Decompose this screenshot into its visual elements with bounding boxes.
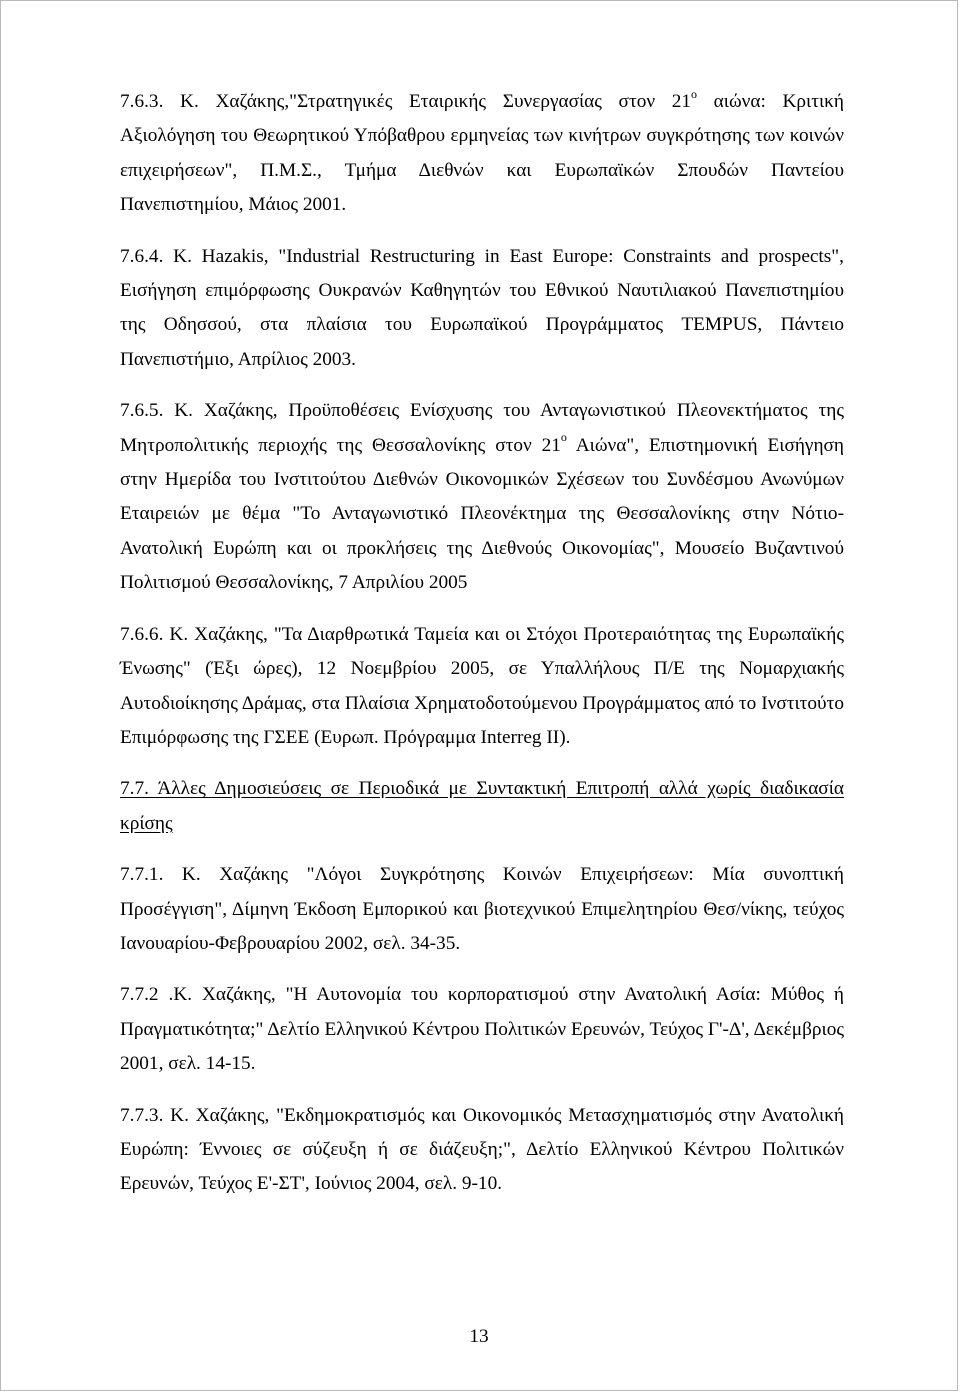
entry-text: 7.6.3. Κ. Χαζάκης,"Στρατηγικές Εταιρικής Συνεργασίας στον 21 (120, 91, 692, 112)
entry-7-6-5 (120, 394, 844, 600)
section-heading-7-7 (120, 772, 844, 841)
page-content (120, 85, 844, 1219)
entry-7-6-6 (120, 618, 844, 756)
entry-7-7-2 (120, 978, 844, 1081)
entry-7-7-3 (120, 1099, 844, 1202)
section-heading: 7.7. Άλλες Δημοσιεύσεις σε Περιοδικά με Συντακτική Επιτροπή αλλά χωρίς διαδικασία κρίσης (120, 778, 844, 834)
entry-text: 7.7.2 .Κ. Χαζάκης, "Η Αυτονομία του κορπορατισμού στην Ανατολική Ασία: Μύθος ή Πραγματικότητα;" Δελτίο Ελληνικού Κέντρου Πολιτικών Ερευνών, Τεύχος Γ'-Δ', Δεκέμβριος 2001, σελ. 14-15. (120, 984, 844, 1075)
entry-7-6-4 (120, 240, 844, 378)
entry-text: 7.7.1. Κ. Χαζάκης "Λόγοι Συγκρότησης Κοινών Επιχειρήσεων: Μία συνοπτική Προσέγγιση", Δίμηνη Έκδοση Εμπορικού και βιοτεχνικού Επιμελητηρίου Θεσ/νίκης, τεύχος Ιανουαρίου-Φεβρουαρίου 2002, σελ. 34-35. (120, 864, 844, 954)
entry-7-6-3 (120, 85, 844, 223)
entry-7-7-1 (120, 858, 844, 961)
superscript: ο (691, 86, 698, 101)
page-number: 13 (469, 1326, 489, 1347)
entry-text: 7.6.4. Κ. Hazakis, "Industrial Restructuring in East Europe: Constraints and prospects", Εισήγηση επιμόρφωσης Ουκρανών Καθηγητών του Εθνικού Ναυτιλιακού Πανεπιστημίου της Οδησσού, στα πλαίσια του Ευρωπαϊκού Προγράμματος TEMPUS, Πάντειο Πανεπιστήμιο, Απρίλιος 2003. (120, 245, 844, 370)
entry-text: Αιώνα", Επιστημονική Εισήγηση στην Ημερίδα του Ινστιτούτου Διεθνών Οικονομικών Σχέσεων του Συνδέσμου Ανωνύμων Εταιρειών με θέμα "Το Ανταγωνιστικό Πλεονέκτημα της Θεσσαλονίκης στην Νότιο-Ανατολική Ευρώπη και οι προκλήσεις της Διεθνούς Οικονομίας", Μουσείο Βυζαντινού Πολιτισμού Θεσσαλονίκης, 7 Απριλίου 2005 (120, 434, 845, 594)
entry-text: 7.7.3. Κ. Χαζάκης, "Εκδημοκρατισμός και Οικονομικός Μετασχηματισμός στην Ανατολική Ευρώπη: Έννοιες σε σύζευξη ή σε διάζευξη;", Δελτίο Ελληνικού Κέντρου Πολιτικών Ερευνών, Τεύχος Ε'-ΣΤ', Ιούνιος 2004, σελ. 9-10. (120, 1104, 844, 1195)
entry-text: 7.6.6. Κ. Χαζάκης, "Τα Διαρθρωτικά Ταμεία και οι Στόχοι Προτεραιότητας της Ευρωπαϊκής Ένωσης" (Έξι ώρες), 12 Νοεμβρίου 2005, σε Υπαλλήλους Π/Ε της Νομαρχιακής Αυτοδιοίκησης Δράμας, στα Πλαίσια Χρηματοδοτούμενου Προγράμματος από το Ινστιτούτο Επιμόρφωσης της ΓΣΕΕ (Ευρωπ. Πρόγραμμα Interreg II). (120, 623, 844, 748)
superscript: ο (560, 430, 567, 445)
entry-text: 7.6.5. Κ. Χαζάκης, Προϋποθέσεις Ενίσχυσης του Ανταγωνιστικού Πλεονεκτήματος της Μητροπολιτικής περιοχής της Θεσσαλονίκης στον 21 (120, 400, 844, 456)
entry-text: αιώνα: Κριτική Αξιολόγηση του Θεωρητικού Υπόβαθρου ερμηνείας των κινήτρων συγκρότησης των κοινών επιχειρήσεων", Π.Μ.Σ., Τμήμα Διεθνών και Ευρωπαϊκών Σπουδών Παντείου Πανεπιστημίου, Μάιος 2001. (120, 91, 844, 216)
